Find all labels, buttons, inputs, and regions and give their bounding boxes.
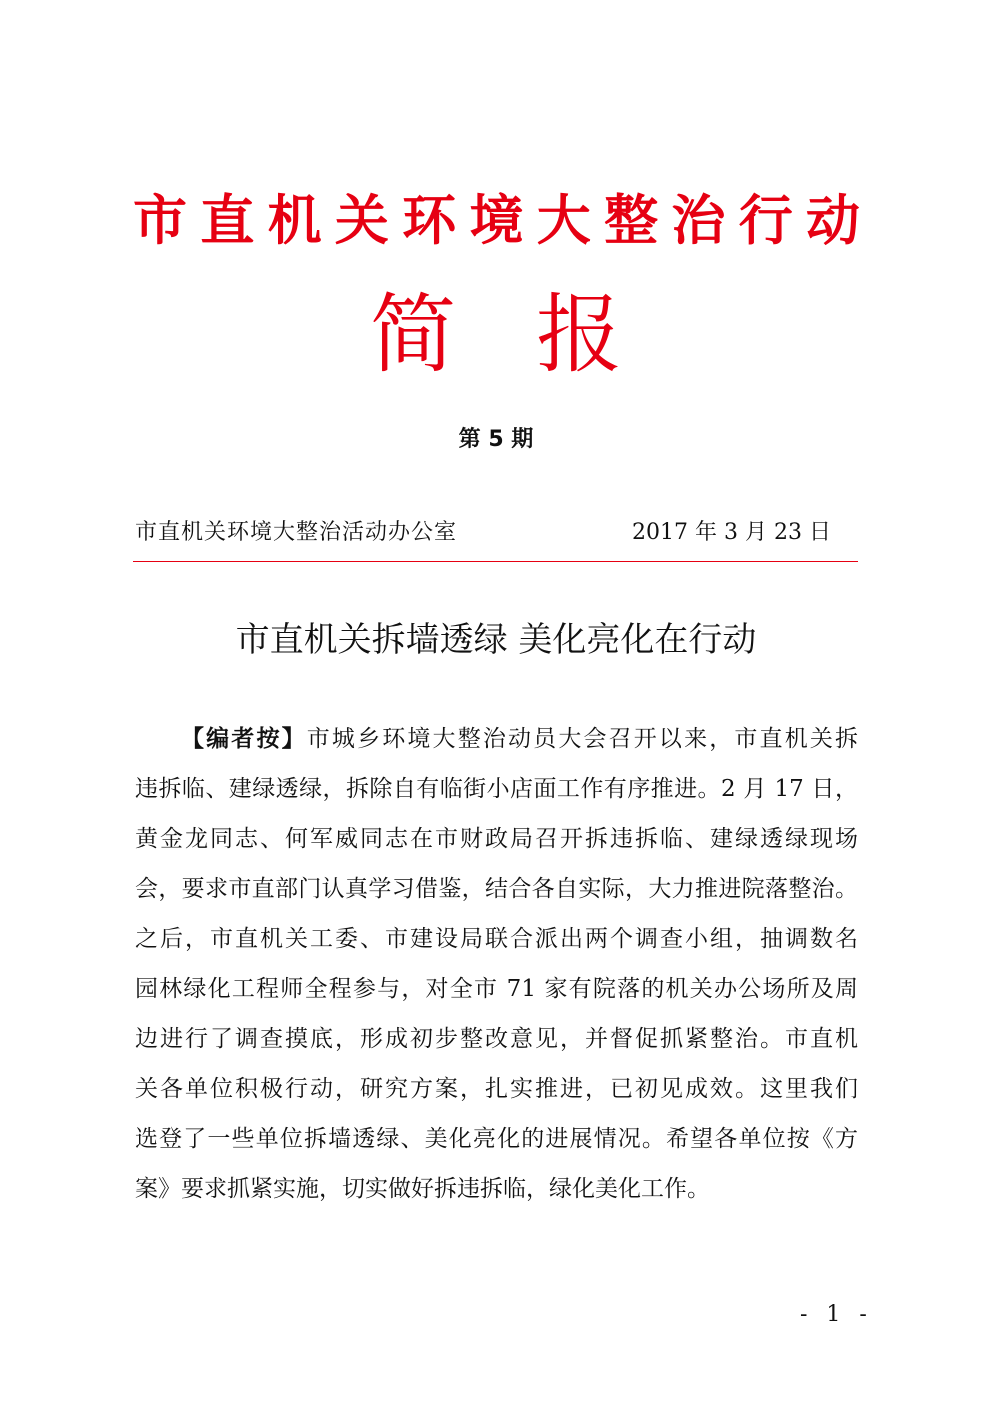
bulletin-subtitle: 简报 [370,285,622,385]
red-divider [133,561,858,562]
editor-tag: 【编者按】 [181,726,307,752]
banner-title: 市直机关环境大整治行动 [133,188,860,252]
body-line: 边进行了调查摸底，形成初步整改意见，并督促抓紧整治。市直机 [135,1026,858,1052]
body-line: 会，要求市直部门认真学习借鉴，结合各自实际，大力推进院落整治。 [135,876,858,902]
editor-note [135,722,858,1222]
body-line: 案》要求抓紧实施，切实做好拆违拆临，绿化美化工作。 [135,1176,710,1202]
article-headline: 市直机关拆墙透绿 美化亮化在行动 [235,620,757,660]
body-line: 选登了一些单位拆墙透绿、美化亮化的进展情况。希望各单位按《方 [135,1126,858,1152]
page-number: - 1 - [800,1302,873,1327]
body-line: 黄金龙同志、何军威同志在市财政局召开拆违拆临、建绿透绿现场 [135,826,858,852]
body-line-text: 市城乡环境大整治动员大会召开以来，市直机关拆 [306,726,859,752]
body-line [135,722,858,772]
issuing-office: 市直机关环境大整治活动办公室 [135,520,458,545]
body-line: 违拆临、建绿透绿，拆除自有临街小店面工作有序推进。2 月 17 日， [135,776,858,802]
issue-date: 2017 年 3 月 23 日 [632,520,831,545]
body-line: 之后，市直机关工委、市建设局联合派出两个调查小组，抽调数名 [135,926,858,952]
body-line: 园林绿化工程师全程参与，对全市 71 家有院落的机关办公场所及周 [135,976,858,1002]
issue-number: 第 5 期 [458,427,534,452]
body-line: 关各单位积极行动，研究方案，扎实推进，已初见成效。这里我们 [135,1076,858,1102]
